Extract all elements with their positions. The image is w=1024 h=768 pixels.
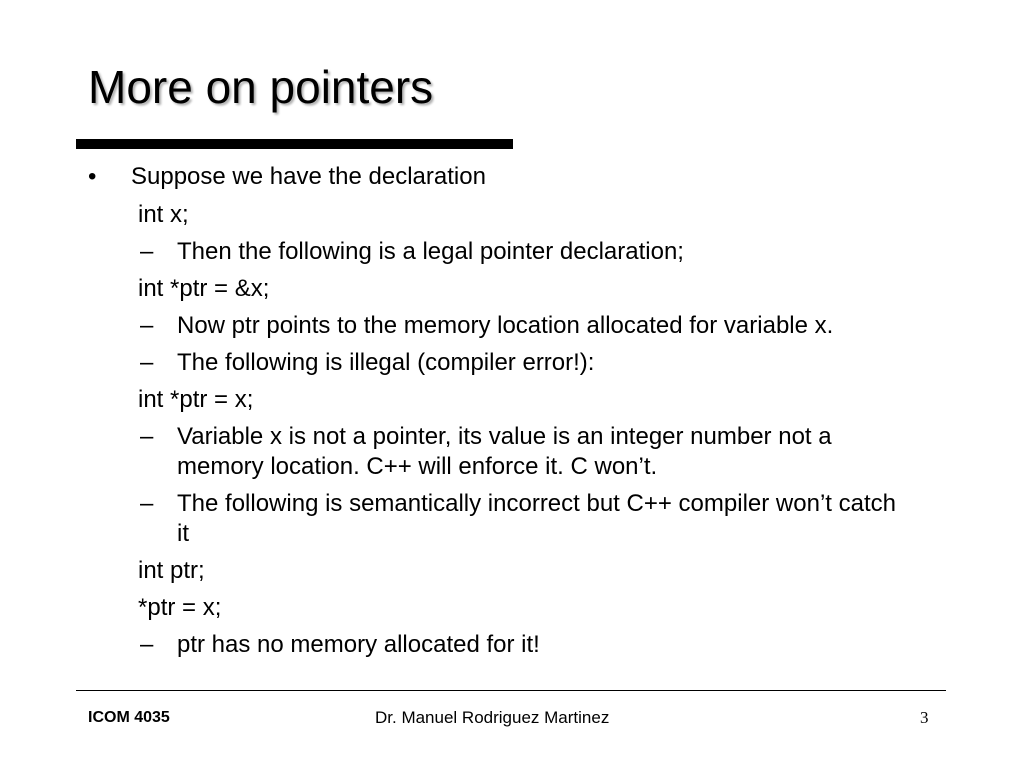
sub-bullet-text: Now ptr points to the memory location allocated for variable x. xyxy=(177,312,834,339)
sub-bullet-text: The following is illegal (compiler error!): xyxy=(177,349,595,376)
footer-divider xyxy=(76,690,946,691)
code-text: int x; xyxy=(138,201,189,228)
dash-marker: – xyxy=(140,312,154,339)
dash-marker: – xyxy=(140,238,154,265)
dash-marker: – xyxy=(140,631,154,658)
code-text: int ptr; xyxy=(138,557,205,584)
dash-marker: – xyxy=(140,349,154,376)
slide-title: More on pointers xyxy=(88,61,434,113)
footer-author: Dr. Manuel Rodriguez Martinez xyxy=(375,708,610,727)
dash-marker: – xyxy=(140,490,154,517)
bullet-marker: • xyxy=(88,163,97,190)
sub-bullet-text: The following is semantically incorrect but C++ compiler won’t catch it xyxy=(177,490,896,547)
bullet-text: Suppose we have the declaration xyxy=(131,163,486,190)
title-underline xyxy=(76,139,513,149)
code-text: int *ptr = x; xyxy=(138,386,254,413)
sub-bullet-text: Variable x is not a pointer, its value is an integer number not a memory location. C++ will enforce it. C won’t. xyxy=(177,423,832,480)
page-number: 3 xyxy=(920,708,929,727)
footer-course: ICOM 4035 xyxy=(88,709,170,726)
code-text: *ptr = x; xyxy=(138,594,222,621)
dash-marker: – xyxy=(140,423,154,450)
code-text: int *ptr = &x; xyxy=(138,275,270,302)
sub-bullet-text: Then the following is a legal pointer declaration; xyxy=(177,238,684,265)
sub-bullet-text: ptr has no memory allocated for it! xyxy=(177,631,540,658)
